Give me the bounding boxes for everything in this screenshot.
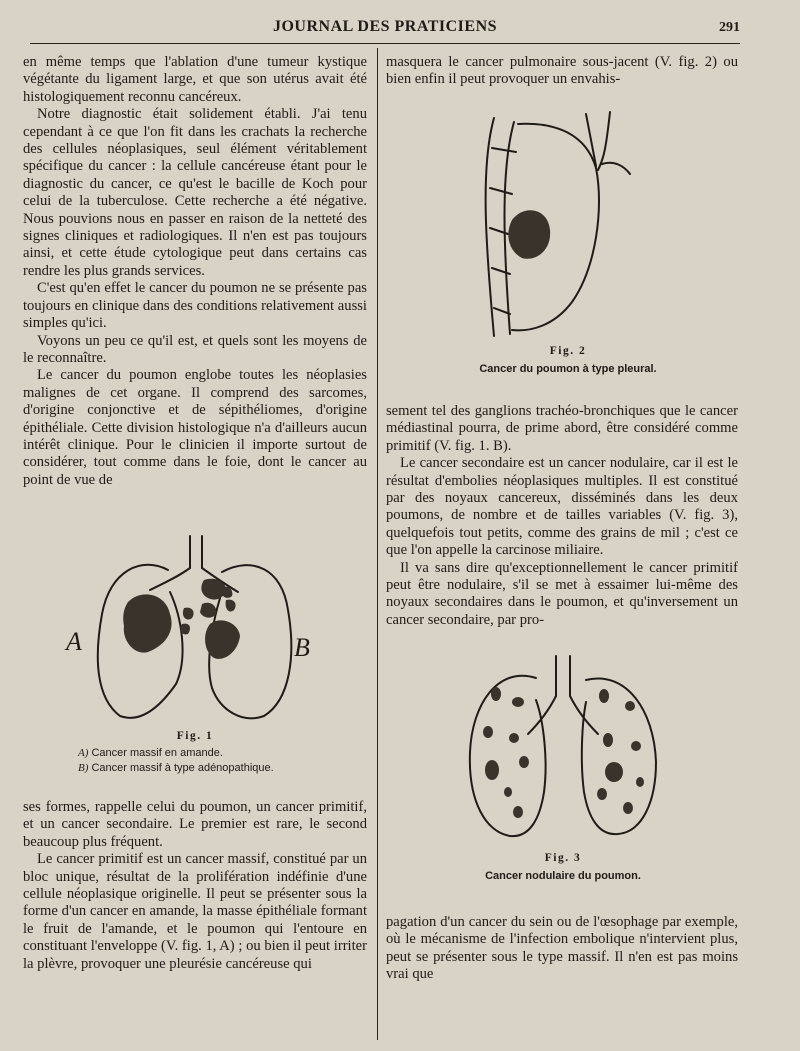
figure-number: Fig. 2 (549, 345, 587, 357)
figure-2-illustration (446, 108, 690, 343)
figure-1-legend (50, 746, 340, 776)
figure-1-illustration (50, 528, 340, 728)
paragraph: Notre diagnostic était solidement établi. J'ai tenu cependant à ce que l'on fit dans les crachats la recherche des cellules néoplasiques, seul élément véritablement spécifique du cancer : la cellule cancéreuse étant pour le diagnostic du cancer, ce qu'est le bacille de Koch pour celui de la tuberculose. Cette recherche a été négative. Nous pouvions nous en passer en raison de la netteté des signes cliniques et radiologiques. Il n'en est pas toujours ainsi, et cette étude cytologique peut dans certains cas rendre les plus grands services. (23, 106, 367, 279)
running-head (30, 18, 740, 44)
legend-text-a: Cancer massif en amande. (91, 747, 223, 759)
left-column-bottom (23, 799, 367, 973)
paragraph: masquera le cancer pulmonaire sous-jacent (V. fig. 2) ou bien enfin il peut provoquer un envahis- (386, 54, 738, 88)
legend-key-b: B) (78, 762, 89, 774)
right-column-bottom (386, 914, 738, 984)
figure-3 (458, 652, 668, 882)
figure-caption: Cancer nodulaire du poumon. (485, 870, 641, 882)
paragraph: Le cancer primitif est un cancer massif, constitué par un bloc unique, résultat de la prolifération indéfinie d'une cellule néoplasique originelle. Il peut se présenter sous la forme d'un cancer en amande, la masse épithéliale formant le fruit de l'amande, et le poumon qui l'entoure en constituant l'enveloppe (V. fig. 1, A) ; ou bien il peut irriter la plèvre, provoquer une pleurésie cancéreuse qui (23, 851, 367, 972)
fig1-label-b: B (294, 633, 310, 662)
legend-key-a: A) (78, 747, 89, 759)
legend-line-a (78, 746, 340, 761)
page-number: 291 (719, 20, 740, 35)
legend-line-b (78, 761, 340, 776)
paragraph: Il va sans dire qu'exceptionnellement le cancer primitif peut être nodulaire, s'il se met à essaimer lui-même des noyaux secondaires dans le poumon, et qu'inversement un cancer secondaire, par pro- (386, 559, 738, 628)
paragraph: Le cancer secondaire est un cancer nodulaire, car il est le résultat d'embolies néoplasiques multiples. Il est constitué par des noyaux cancereux, disséminés dans les deux poumons, de nombre et de tailles variables (V. fig. 3), quelquefois tout petits, comme des grains de mil ; c'est ce que l'on appelle la carcinose miliaire. (386, 455, 738, 559)
paragraph: pagation d'un cancer du sein ou de l'œsophage par exemple, où le mécanisme de l'infection embolique n'intervient plus, peut se présenter sous le type massif. Il n'en est pas moins vrai que (386, 914, 738, 983)
right-column-top (386, 54, 738, 89)
paragraph: sement tel des ganglions trachéo-bronchiques que le cancer médiastinal pourra, de prime abord, être considéré comme primitif (V. fig. 1. B). (386, 403, 738, 454)
paragraph: Voyons un peu ce qu'il est, et quels sont les moyens de le reconnaître. (23, 332, 367, 366)
figure-3-illustration (458, 652, 668, 850)
figure-caption: Cancer du poumon à type pleural. (479, 363, 657, 375)
legend-text-b: Cancer massif à type adénopathique. (91, 762, 274, 774)
header-rule (30, 43, 740, 44)
figure-1 (50, 528, 340, 776)
figure-number: Fig. 1 (176, 730, 214, 742)
figure-number: Fig. 3 (544, 852, 582, 864)
paragraph: en même temps que l'ablation d'une tumeur kystique végétante du ligament large, et que son utérus avait été histologiquement reconnu cancéreux. (23, 54, 367, 105)
journal-title: JOURNAL DES PRATICIENS (272, 18, 498, 35)
paragraph: C'est qu'en effet le cancer du poumon ne se présente pas toujours en clinique dans des conditions relativement aussi simples qu'ici. (23, 280, 367, 332)
fig1-label-a: A (66, 627, 82, 656)
paragraph: Le cancer du poumon englobe toutes les néoplasies malignes de cet organe. Il comprend des sarcomes, d'origine conjonctive et de sépithéliomes, d'origine épithéliale. Cette division histologique n'a d'ailleurs aucun intérêt clinique. Pour le clinicien il importe surtout de considérer, tout comme dans le foie, dont le cancer au point de vue de (23, 367, 367, 488)
figure-2 (446, 108, 690, 375)
left-column-top (23, 54, 367, 489)
right-column-middle (386, 403, 738, 629)
column-divider (377, 48, 378, 1040)
paragraph: ses formes, rappelle celui du poumon, un cancer primitif, et un cancer secondaire. Le premier est rare, le second beaucoup plus fréquent. (23, 799, 367, 850)
